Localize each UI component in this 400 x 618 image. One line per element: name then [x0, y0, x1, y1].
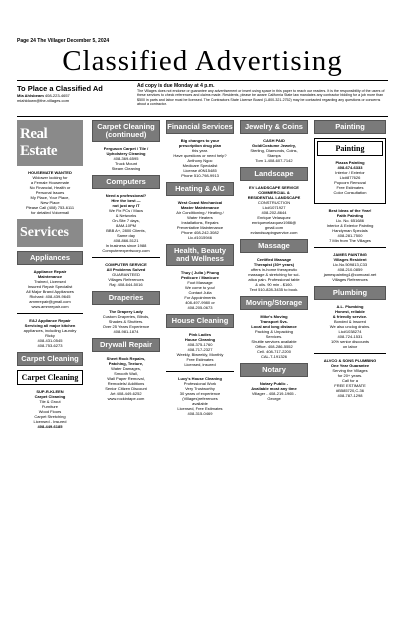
- ad-line: Bonded & Insured: [333, 319, 367, 324]
- ad-line: Ricky: [45, 333, 55, 338]
- ad-line: not just any IT: [112, 203, 140, 208]
- ad-line: Weekly, Biweekly, Monthly: [176, 352, 224, 357]
- ad-line: CASH PAID: [263, 138, 285, 143]
- ad-line: Call for a: [341, 378, 358, 383]
- ad-line: Best Ideas of the Year!: [328, 208, 372, 213]
- ad-line: The Drapery Lady: [109, 309, 143, 314]
- ad-line: A.L. Plumbing: [336, 304, 364, 309]
- ad-line: Master Maintenance: [180, 205, 220, 210]
- ad-line: Water Damages,: [111, 366, 141, 371]
- ad-line: RESIDENTIAL LANDSCAPE: [247, 195, 301, 200]
- ad-line: JAMES PAINTING: [333, 252, 367, 257]
- ad-line: Upholstery Cleaning: [106, 151, 146, 156]
- ad-line: Contact Julia: [188, 290, 212, 295]
- ad-line: Honest, reliable: [335, 309, 365, 314]
- ad-line: Carpet Cleaning: [34, 394, 66, 399]
- ad-line: COMMERCIAL &: [258, 190, 290, 195]
- ad-line: Maintenance: [37, 274, 63, 279]
- ad-line: Tile & Grout: [39, 399, 61, 404]
- ad-line: Sheet Rock Repairs,: [106, 356, 146, 361]
- ad-appliance-repair: [17, 269, 83, 309]
- ad-medicare: [166, 138, 234, 178]
- ad-line: Raj: 408-644-5016: [109, 282, 143, 287]
- section-drywall-repair: Drywall Repair: [92, 338, 160, 352]
- section-draperies: Draperies: [92, 291, 160, 305]
- ad-line: Richard: 408-439-9645: [29, 294, 71, 299]
- ad-line: atica pain. Professional table: [248, 277, 300, 282]
- ad-pink-ladies: [166, 332, 234, 367]
- section-moving-storage: Moving/Storage: [240, 296, 308, 310]
- column-2: [92, 120, 160, 405]
- ad-line: Interior / Exterior: [335, 170, 365, 175]
- separator: [314, 353, 386, 354]
- ad-line: Water Heaters: [187, 215, 213, 220]
- ad-line: Sterling, Diamonds, Coins,: [250, 148, 298, 153]
- section-landscape: Landscape: [240, 167, 308, 181]
- ad-line: 408-449-6185: [37, 424, 63, 429]
- ad-line: Over 25 Years Experience: [102, 324, 150, 329]
- ad-line: Very Trustworthy: [185, 386, 215, 391]
- ad-line: evlandscapingservice.com: [250, 230, 298, 235]
- ad-line: Lic#1071927: [262, 205, 286, 210]
- ad-line: Remodels/ Additions: [107, 381, 145, 386]
- ad-line: 408-375-1760: [187, 342, 213, 347]
- ad-line: Have questions or need help?: [173, 153, 227, 158]
- ad-line: In business since 1988: [105, 243, 147, 248]
- disclaimer: [137, 84, 388, 107]
- ad-computer-experts: [92, 193, 160, 253]
- ad-line: Licensed - Insured: [33, 419, 67, 424]
- ad-line: Trained, Licensed: [34, 279, 66, 284]
- ad-line: All Problems Solved: [106, 267, 146, 272]
- ad-line: SUP-R-KLEEN: [36, 389, 64, 394]
- ad-line: Mike's Moving: [260, 314, 288, 319]
- deadline: Ad copy is due Monday at 4 p.m.: [137, 83, 215, 89]
- section-painting: Painting: [314, 120, 386, 134]
- ad-line: All Major Brand Appliances: [26, 289, 74, 294]
- ad-piazza-painting: [317, 160, 383, 195]
- ad-line: Handyman Specials: [332, 228, 368, 233]
- ad-line: Furniture: [41, 404, 58, 409]
- ad-line: 30 years of experience: [179, 391, 221, 396]
- ad-line: Senior Citizen Discount: [105, 386, 147, 391]
- ad-line: My Place, Your Place,: [30, 195, 70, 200]
- column-3: [166, 120, 234, 420]
- place-ad-heading: To Place a Classified Ad: [17, 84, 103, 93]
- ad-line: Licensed, Free Estimates: [177, 406, 223, 411]
- ad-line: Lic. No. 651686: [335, 218, 365, 223]
- ad-line: 8AM-10PM: [115, 223, 136, 228]
- ad-drapery-lady: [92, 309, 160, 334]
- ad-line: 408-724-1531: [337, 334, 363, 339]
- painting-box-heading: Painting: [317, 141, 383, 156]
- ad-line: Foot Massage: [187, 280, 213, 285]
- ad-line: Steam Cleaning: [111, 166, 141, 171]
- ad-line: Hire the best —: [111, 198, 141, 203]
- ad-line: 408-753-6273: [37, 343, 63, 348]
- section-financial-services: Financial Services: [166, 120, 234, 134]
- ad-line: 10% senior discounts: [330, 339, 370, 344]
- ad-line: Stamps: [267, 153, 281, 158]
- ad-line: Need a professional?: [105, 193, 147, 198]
- ad-line: Wood Floors: [38, 409, 62, 414]
- contact-phone: 408-223-4657: [44, 93, 70, 98]
- ad-line: We Fix PCs / Macs: [109, 208, 143, 213]
- ad-line: #B585720,C-36: [335, 388, 365, 393]
- ad-line: For Appointments: [184, 295, 216, 300]
- contact-name: Mia Ahlsbeam: [17, 93, 44, 98]
- ad-line: Professional Work: [183, 381, 217, 386]
- ad-housemate: [17, 170, 83, 215]
- ad-line: Art 408-449-6252: [110, 391, 142, 396]
- ad-line: Free Estimates: [336, 185, 364, 190]
- ad-line: Cell. 408-717-2200: [256, 349, 292, 354]
- ad-line: Villages Resident: [333, 257, 367, 262]
- ad-line: Personal Issues: [35, 190, 65, 195]
- ad-line: Patching, Texture,: [108, 361, 144, 366]
- carpet-cleaning-box-heading: Carpet Cleaning: [17, 370, 83, 385]
- ad-line: CAL-T-191326: [260, 354, 287, 359]
- column-1: [17, 120, 83, 433]
- ad-line: Lic.No.509813,C33: [332, 262, 368, 267]
- ad-line: www.ammrepair.com: [31, 304, 69, 309]
- ad-line: Truck Mount: [114, 161, 138, 166]
- ad-line: COMPUTER SERVICE: [105, 262, 147, 267]
- ad-line: a Female Housemate: [30, 180, 70, 185]
- ad-line: Certified Massage: [256, 257, 292, 262]
- ad-line: www.rockintape.com: [107, 396, 145, 401]
- ad-line: 408-315-0469: [187, 411, 213, 416]
- ad-line: 408-674-6333: [337, 165, 363, 170]
- ad-sheet-rock: [92, 356, 160, 401]
- ad-line: enriquevelazquez1986@: [251, 220, 297, 225]
- ad-mikes-moving: [240, 314, 308, 359]
- ad-line: 7 Min from The Villages: [329, 238, 371, 243]
- ad-line: Piazza Painting: [335, 160, 365, 165]
- ad-line: One Year Guarantee: [330, 363, 370, 368]
- ad-line: 408-281-7500: [337, 233, 363, 238]
- ad-line: Widower looking for: [32, 175, 68, 180]
- section-computers: Computers: [92, 175, 160, 189]
- ad-pedicure: [166, 270, 234, 310]
- ad-line: Carpet Stretching: [34, 414, 66, 419]
- section-notary: Notary: [240, 363, 308, 377]
- ad-line: Servicing all major kitchen: [24, 323, 76, 328]
- separator: [166, 371, 234, 372]
- ad-line: 408-202-8644: [261, 210, 287, 215]
- ad-line: No Financial, Health or: [29, 185, 71, 190]
- ad-line: Installations, Repairs: [181, 220, 219, 225]
- ad-line: & Networks: [115, 213, 137, 218]
- ad-line: Same day: [116, 233, 135, 238]
- ad-line: Preventative Maintenance: [176, 225, 224, 230]
- column-5: [314, 120, 386, 402]
- ad-line: E&J Appliance Repair: [29, 318, 71, 323]
- real-estate-banner: Real Estate: [17, 120, 83, 166]
- page-header: Page 24 The Villager December 5, 2024: [17, 38, 110, 44]
- ad-line: Computerexpertscorp.com: [102, 248, 150, 253]
- ad-line: House Cleaning: [184, 337, 216, 342]
- piazza-painting-box: [314, 138, 386, 204]
- ad-line: gmail.com: [264, 225, 284, 230]
- ad-line: Shades & Shutters.: [108, 319, 144, 324]
- ad-line: Enrique Velasquez: [257, 215, 291, 220]
- ad-line: Transport Svs.: [260, 319, 288, 324]
- ad-line: Office. 408-286-5552: [255, 344, 293, 349]
- ad-line: Services.: [265, 334, 283, 339]
- ad-line: Text 510-828-3435 to book.: [249, 287, 299, 292]
- ad-line: New Place: [40, 200, 60, 205]
- ad-line: 408-205-0673: [187, 305, 213, 310]
- contact-email: miahldown@the-villages.com: [17, 98, 70, 103]
- ad-sup-r-kleen: [17, 389, 83, 429]
- divider: [17, 116, 388, 117]
- ad-line: & oils. 90 min - $160.: [255, 282, 293, 287]
- ad-line: We come to you!: [185, 285, 215, 290]
- ad-line: (Villages)references: [182, 396, 218, 401]
- ad-line: 408-497-9980 or: [185, 300, 215, 305]
- ad-line: 408-210-0859: [337, 267, 363, 272]
- ad-line: Villages References: [108, 277, 144, 282]
- ad-line: & friendly service.: [332, 314, 368, 319]
- ad-line: for detailed Voicemail: [30, 210, 70, 215]
- ad-computer-service: [92, 262, 160, 287]
- ad-line: Villages References: [332, 277, 368, 282]
- ad-massage: [240, 257, 308, 292]
- place-ad-box: [17, 84, 132, 103]
- ad-line: Air Conditioning / Heating /: [176, 210, 224, 215]
- divider: [17, 80, 388, 81]
- ad-line: Therapist (30+ years): [253, 262, 295, 267]
- ad-line: Lucy's House Cleaning: [178, 376, 222, 381]
- ad-line: ALVCO & SONS PLUMBING: [323, 358, 377, 363]
- ad-faith-painting: [314, 208, 386, 243]
- ad-line: Notary Public -: [259, 381, 289, 386]
- ad-west-coast-mechanical: [166, 200, 234, 240]
- section-plumbing: Plumbing: [314, 286, 386, 300]
- ad-lucys-cleaning: [166, 376, 234, 416]
- section-heating-ac: Heating & A/C: [166, 182, 234, 196]
- ad-ej-appliance: [17, 318, 83, 348]
- ad-line: Color Consultation: [333, 190, 367, 195]
- ad-line: Medicare Specialist: [182, 163, 218, 168]
- ad-ferguson: [92, 146, 160, 171]
- ad-line: Phone 408-242-3082: [181, 230, 219, 235]
- ad-line: Interior & Exterior Painting: [326, 223, 374, 228]
- section-house-cleaning: House Cleaning: [166, 314, 234, 328]
- ad-line: License #0N15485: [183, 168, 217, 173]
- ad-line: Wall Paper Removal,: [107, 376, 145, 381]
- ad-line: CONSTRUCTION: [257, 200, 291, 205]
- section-carpet-cleaning: Carpet Cleaning: [17, 352, 83, 366]
- ad-line: 408-369-6595: [113, 156, 139, 161]
- ad-line: Faith Painting: [336, 213, 364, 218]
- ad-line: Custom Draperies, Blinds,: [102, 314, 150, 319]
- ad-line: Insured Repair Specialist: [27, 284, 73, 289]
- ad-line: Appliance Repair: [33, 269, 67, 274]
- ad-line: Gold/Costume Jewelry,: [252, 143, 296, 148]
- services-banner: Services: [17, 219, 83, 247]
- ad-line: Available most any time: [251, 386, 297, 391]
- ad-line: Phone 510-798-9913: [181, 173, 219, 178]
- ad-notary: [240, 381, 308, 401]
- section-appliances: Appliances: [17, 251, 83, 265]
- ad-line: available: [192, 401, 208, 406]
- ad-line: Lic#1038274: [338, 329, 362, 334]
- ad-line: Licensed, insured: [184, 362, 216, 367]
- ad-line: George: [267, 396, 281, 401]
- ad-alvco-plumbing: [314, 358, 386, 398]
- ad-line: 408-866-5121: [113, 238, 139, 243]
- separator: [17, 313, 83, 314]
- ad-line: Tom 1-408-607-7142: [255, 158, 293, 163]
- disclaimer-text: The Villages does not endorse or guarantee any advertisement or insert using space in this paper to reach our readers. It is the responsibility of the users of these services to check references and claims made. Residents, please be aware California State law mandates any contractor bidding for a job more than $500 in parts and labor must be licensed. The Contractors State License Board (1-800-321-2752) may be contacted regarding any questions or concerns about a contractor.: [137, 88, 385, 107]
- ad-line: Ferguson Carpet / Tile /: [103, 146, 149, 151]
- ad-line: this year.: [191, 148, 208, 153]
- ad-line: Please Call (408) 753-6111: [25, 205, 75, 210]
- ad-line: Anthony Ngoc: [187, 158, 213, 163]
- ad-line: for 20+ years.: [337, 373, 363, 378]
- ad-line: Lic#877626: [339, 175, 361, 180]
- ad-line: Local and long distance: [251, 324, 297, 329]
- ad-line: massage & stretching for sci-: [248, 272, 300, 277]
- ad-line: West Coast Mechanical: [177, 200, 223, 205]
- section-health-beauty: Health, Beauty and Wellness: [166, 244, 234, 266]
- ad-line: 408-431-0545: [37, 338, 63, 343]
- ad-line: Pink Ladies: [188, 332, 212, 337]
- ad-line: jamespainting1@comcast.net: [323, 272, 377, 277]
- ad-line: 408-787-1298: [337, 393, 363, 398]
- ad-line: BBB A+, 2800 Clients,: [106, 228, 146, 233]
- ad-line: Pedicure / Manicure: [181, 275, 219, 280]
- ad-line: We also unclog drains.: [329, 324, 371, 329]
- ad-line: Shuttle services available: [251, 339, 297, 344]
- ad-line: On-Site 7 days,: [112, 218, 140, 223]
- ad-line: 408-717-2327: [187, 347, 213, 352]
- ad-line: ammrepair@gmail.com: [29, 299, 71, 304]
- ad-line: Smooth Wall,: [114, 371, 138, 376]
- ad-line: Lic.#1015946: [187, 235, 213, 240]
- page-title: Classified Advertising: [62, 45, 343, 77]
- ad-james-painting: [314, 252, 386, 282]
- separator: [92, 257, 160, 258]
- ad-line: FREE ESTIMATE: [334, 383, 366, 388]
- ad-line: Villager - 408-219-1965 -: [251, 391, 297, 396]
- ad-ev-landscape: [240, 185, 308, 235]
- column-4: [240, 120, 308, 405]
- section-jewelry-coins: Jewelry & Coins: [240, 120, 308, 134]
- ad-line: GUARANTEED: [112, 272, 140, 277]
- ad-line: Serving the Villages: [332, 368, 368, 373]
- ad-cash-paid: [240, 138, 308, 163]
- ad-line: offers in-home therapeutic: [250, 267, 298, 272]
- ad-al-plumbing: [314, 304, 386, 349]
- ad-line: Free Estimates: [186, 357, 214, 362]
- ad-line: on labor: [342, 344, 358, 349]
- section-massage: Massage: [240, 239, 308, 253]
- section-carpet-cleaning-continued: Carpet Cleaning (continued): [92, 120, 160, 142]
- ad-line: Popcorn Removal: [334, 180, 366, 185]
- ad-line: Thuy ( Julia ) Phung: [180, 270, 220, 275]
- ad-line: EV LANDSCAPE SERVICE: [249, 185, 299, 190]
- ad-line: Big changes to your: [180, 138, 220, 143]
- ad-line: Packing & Unpacking: [254, 329, 294, 334]
- separator: [314, 247, 386, 248]
- ad-line: 408-981-1874: [113, 329, 139, 334]
- ad-line: prescription drug plan: [178, 143, 222, 148]
- ad-line: HOUSEMATE WANTED: [28, 170, 72, 175]
- ad-line: appliances, including Laundry: [23, 328, 77, 333]
